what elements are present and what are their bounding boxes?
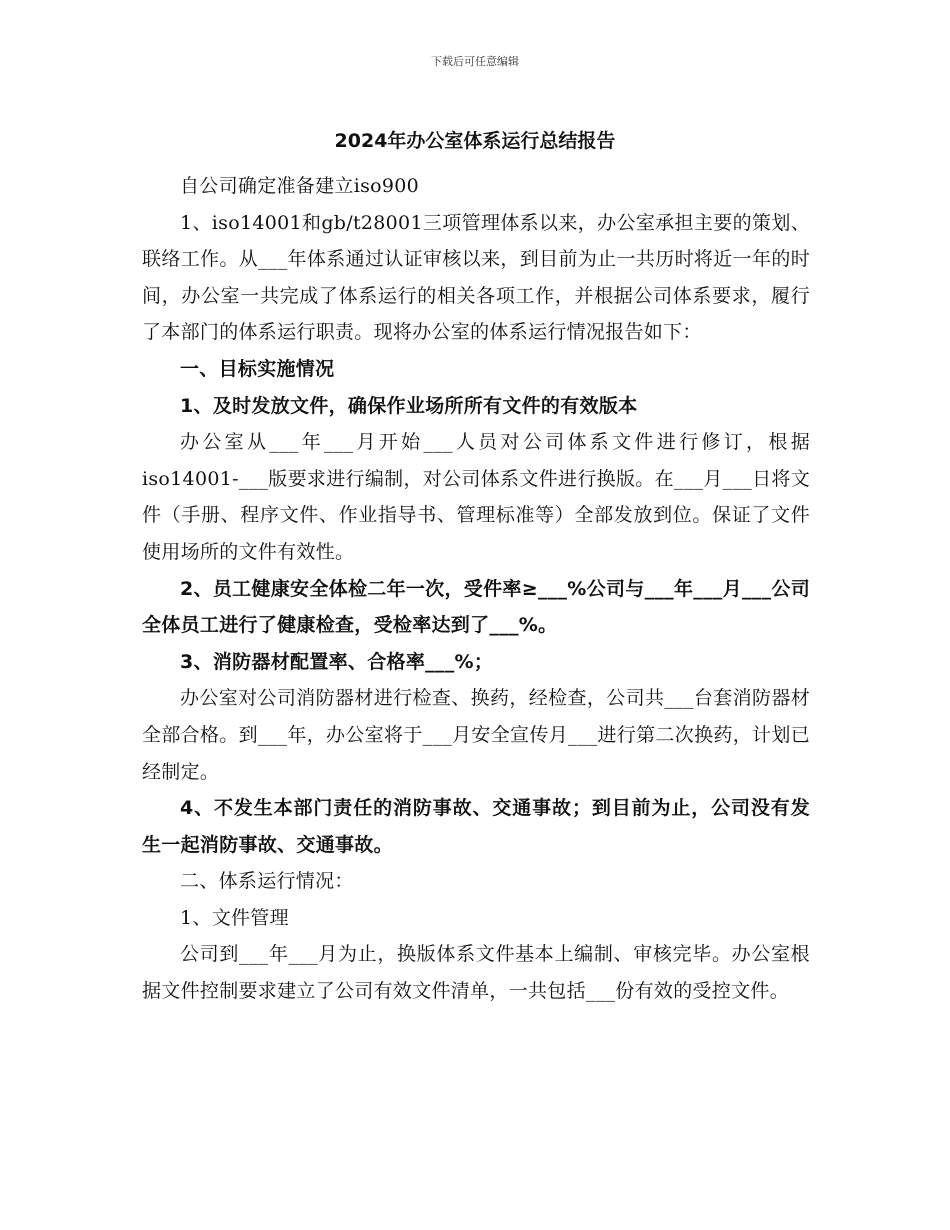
- subsection-heading-documents: 1、文件管理: [180, 906, 289, 929]
- section-heading-operation: 二、体系运行情况：: [180, 870, 354, 893]
- page-header: 下载后可任意编辑: [431, 55, 519, 68]
- section-heading-goals: 一、目标实施情况: [180, 357, 335, 380]
- document-body: [142, 168, 810, 1010]
- goal-1-body: 办公室从___年___月开始___人员对公司体系文件进行修订，根据iso14001-___版要求进行编制，对公司体系文件进行换版。在___月___日将文件（手册、程序文件、作业指导书、管理标准等）全部发放到位。保证了文件使用场所的文件有效性。: [142, 431, 810, 563]
- document-title: 2024年办公室体系运行总结报告: [334, 130, 616, 152]
- goal-heading-3: 3、消防器材配置率、合格率___%；: [180, 650, 494, 673]
- goal-heading-2: 2、员工健康安全体检二年一次，受件率≥___%公司与___年___月___公司全体员工进行了健康检查，受检率达到了___%。: [142, 577, 810, 637]
- goal-heading-1: 1、及时发放文件，确保作业场所所有文件的有效版本: [180, 394, 638, 417]
- goal-heading-4: 4、不发生本部门责任的消防事故、交通事故；到目前为止，公司没有发生一起消防事故、交通事故。: [142, 797, 810, 856]
- paragraph-intro: 自公司确定准备建立iso900: [180, 175, 420, 197]
- goal-3-body: 办公室对公司消防器材进行检查、换药，经检查，公司共___台套消防器材全部合格。到___年，办公室将于___月安全宣传月___进行第二次换药，计划已经制定。: [142, 687, 810, 783]
- documents-body: 公司到___年___月为止，换版体系文件基本上编制、审核完毕。办公室根据文件控制要求建立了公司有效文件清单，一共包括___份有效的受控文件。: [142, 943, 810, 1003]
- paragraph-overview: 1、iso14001和gb/t28001三项管理体系以来，办公室承担主要的策划、联络工作。从___年体系通过认证审核以来，到目前为止一共历时将近一年的时间，办公室一共完成了体系运行的相关各项工作，并根据公司体系要求，履行了本部门的体系运行职责。现将办公室的体系运行情况报告如下：: [142, 211, 810, 344]
